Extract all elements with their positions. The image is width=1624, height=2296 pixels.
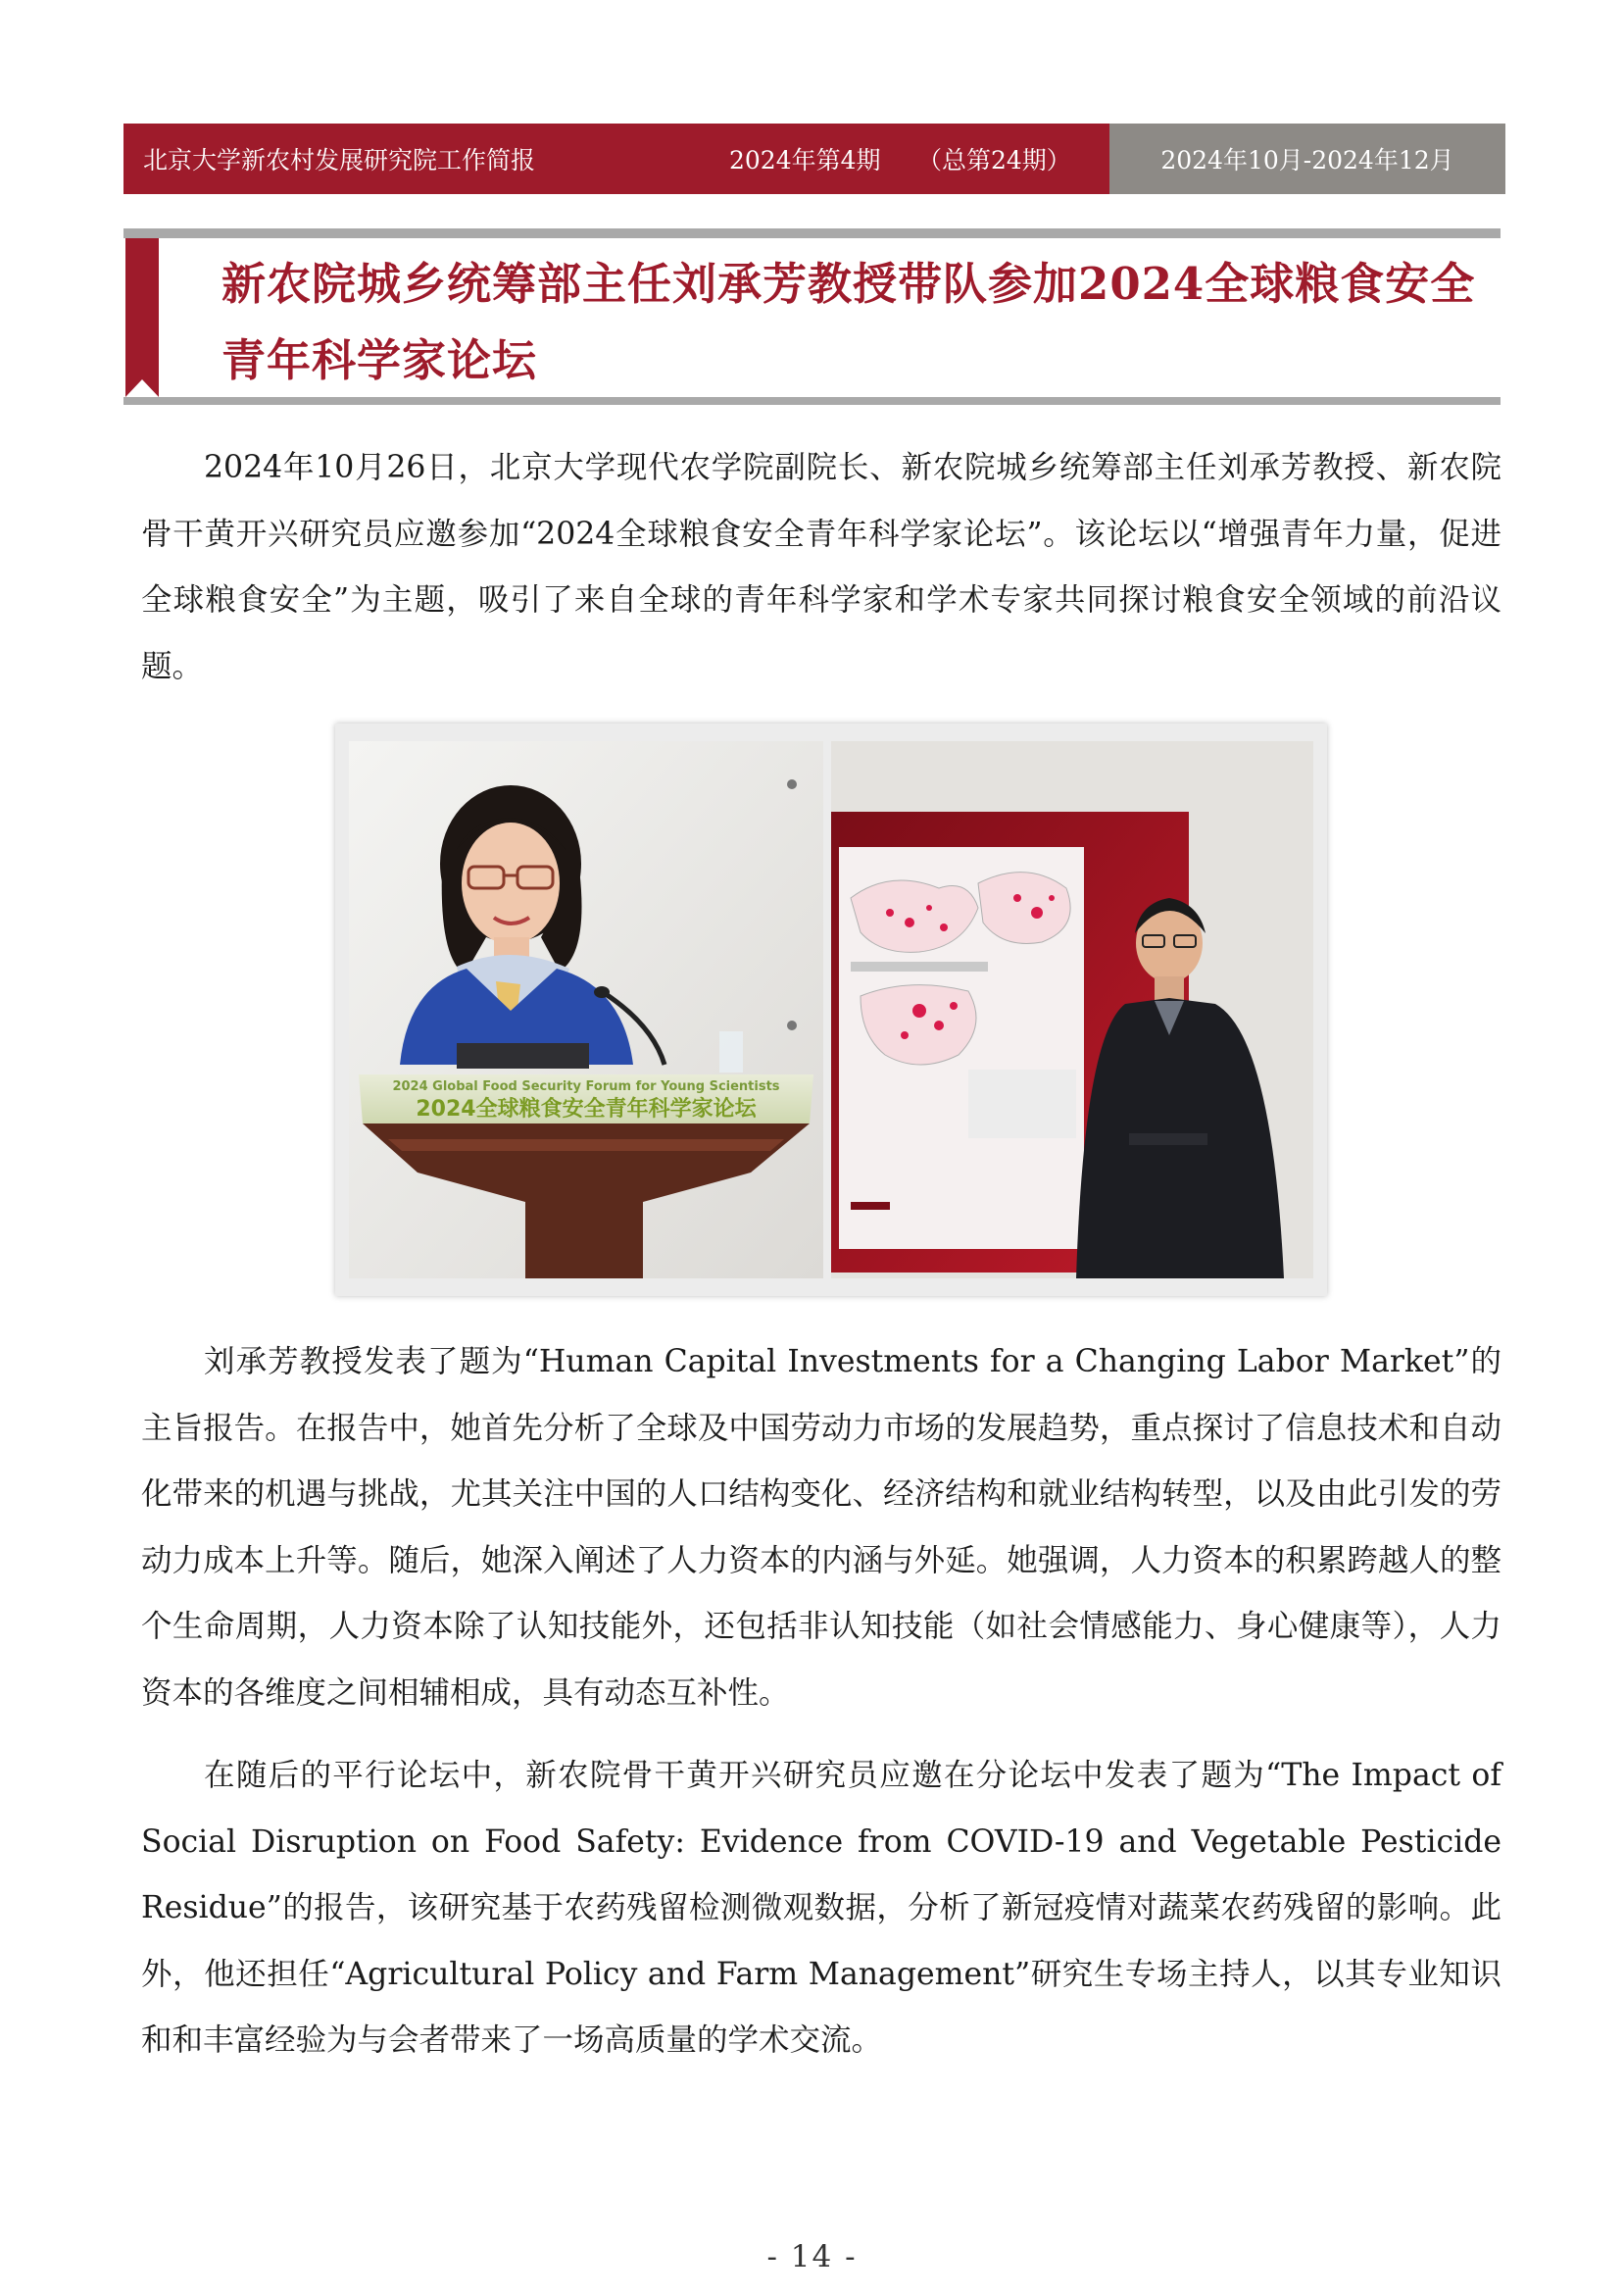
total-issue-number: （总第24期） <box>917 146 1071 175</box>
article-title: 新农院城乡统筹部主任刘承芳教授带队参加2024全球粮食安全青年科学家论坛 <box>221 258 1476 386</box>
paragraph-intro: 2024年10月26日，北京大学现代农学院副院长、新农院城乡统筹部主任刘承芳教授、新农院骨干黄开兴研究员应邀参加“2024全球粮食安全青年科学家论坛”。该论坛以“增强青年力量，促进全球粮食安全”为主题，吸引了来自全球的青年科学家和学术专家共同探讨粮食安全领域的前沿议题。 <box>141 450 1501 684</box>
photo-frame <box>335 724 1327 1296</box>
header-right <box>1109 124 1505 194</box>
speaker-podium-photo <box>349 741 823 1278</box>
header-band <box>123 124 1505 194</box>
issue-period: 2024年10月-2024年12月 <box>1160 146 1454 175</box>
bookmark-ribbon-icon <box>125 238 159 397</box>
article-title-block <box>123 228 1501 403</box>
presenter-screen-photo <box>831 741 1313 1278</box>
page-number: - 14 - <box>766 2239 858 2274</box>
paragraph-parallel-forum: 在随后的平行论坛中，新农院骨干黄开兴研究员应邀在分论坛中发表了题为“The Impact of Social Disruption on Food Safety: Evidence from COVID-19 and Vegetable Pesticide Residue”的报告，该研究基于农药残留检测微观数据，分析了新冠疫情对蔬菜农药残留的影响。此外，他还担任“Agricultural Policy and Farm Management”研究生专场主持人，以其专业知识和和丰富经验为与会者带来了一场高质量的学术交流。 <box>141 1758 1501 2058</box>
title-rule-top <box>123 228 1501 238</box>
publication-name: 北京大学新农村发展研究院工作简报 <box>143 146 536 175</box>
header-left <box>123 124 1109 194</box>
podium-chinese-text: 2024全球粮食安全青年科学家论坛 <box>416 1097 757 1122</box>
title-rule-bottom <box>123 397 1501 405</box>
issue-number: 2024年第4期 <box>729 146 881 175</box>
podium-english-text: 2024 Global Food Security Forum for Young Scientists <box>392 1079 780 1094</box>
paragraph-keynote: 刘承芳教授发表了题为“Human Capital Investments for a Changing Labor Market”的主旨报告。在报告中，她首先分析了全球及中国劳动力市场的发展趋势，重点探讨了信息技术和自动化带来的机遇与挑战，尤其关注中国的人口结构变化、经济结构和就业结构转型，以及由此引发的劳动力成本上升等。随后，她深入阐述了人力资本的内涵与外延。她强调，人力资本的积累跨越人的整个生命周期，人力资本除了认知技能外，还包括非认知技能（如社会情感能力、身心健康等），人力资本的各维度之间相辅相成，具有动态互补性。 <box>141 1344 1501 1711</box>
